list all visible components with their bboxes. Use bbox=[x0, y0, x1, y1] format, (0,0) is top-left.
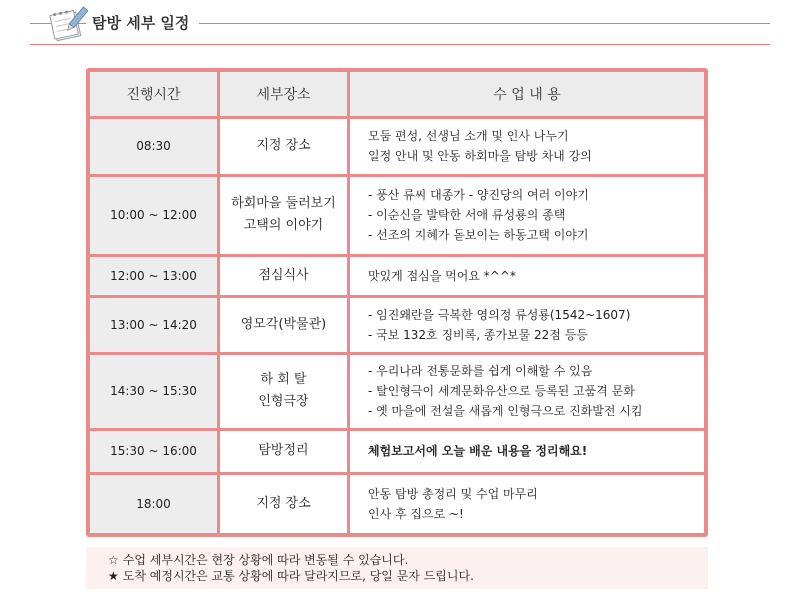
table-row bbox=[90, 297, 705, 354]
place-line: 지정 장소 bbox=[256, 496, 311, 512]
content-cell bbox=[349, 474, 705, 534]
place-line: 탐방정리 bbox=[258, 443, 309, 459]
column-header-place: 세부장소 bbox=[219, 72, 349, 118]
time-cell: 10:00 ~ 12:00 bbox=[90, 175, 219, 255]
content-cell bbox=[349, 429, 705, 474]
table-header-row bbox=[90, 72, 705, 118]
place-line: 하 회 탈 bbox=[260, 372, 307, 388]
place-cell bbox=[219, 474, 349, 534]
time-cell: 15:30 ~ 16:00 bbox=[90, 429, 219, 474]
content-line: 맛있게 점심을 먹어요 *^^* bbox=[368, 268, 516, 283]
content-line: - 우리나라 전통문화를 쉽게 이해할 수 있음 bbox=[368, 364, 593, 379]
content-cell bbox=[349, 353, 705, 429]
note-text: 도착 예정시간은 교통 상황에 따라 달라지므로, 당일 문자 드립니다. bbox=[122, 569, 474, 583]
place-cell bbox=[219, 429, 349, 474]
table-row bbox=[90, 118, 705, 176]
content-line: 인사 후 집으로 ~! bbox=[368, 507, 464, 522]
place-cell bbox=[219, 255, 349, 296]
time-cell: 08:30 bbox=[90, 118, 219, 176]
schedule-table bbox=[86, 68, 708, 537]
content-line: - 선조의 지혜가 돋보이는 하동고택 이야기 bbox=[368, 228, 589, 243]
content-cell bbox=[349, 118, 705, 176]
place-line: 지정 장소 bbox=[256, 138, 311, 154]
place-cell bbox=[219, 297, 349, 354]
table-row bbox=[90, 175, 705, 255]
table-row bbox=[90, 255, 705, 296]
notes-box bbox=[86, 547, 708, 589]
content-cell bbox=[349, 255, 705, 296]
content-line: - 임진왜란을 극복한 영의정 류성룡(1542~1607) bbox=[368, 307, 631, 322]
time-cell: 18:00 bbox=[90, 474, 219, 534]
place-cell bbox=[219, 353, 349, 429]
time-cell: 13:00 ~ 14:20 bbox=[90, 297, 219, 354]
star-outline-icon: ☆ bbox=[108, 553, 119, 567]
place-cell bbox=[219, 175, 349, 255]
place-line: 고택의 이야기 bbox=[243, 218, 324, 234]
content-line: 안동 탐방 총정리 및 수업 마무리 bbox=[368, 487, 538, 502]
column-header-content: 수 업 내 용 bbox=[349, 72, 705, 118]
table-row bbox=[90, 429, 705, 474]
notepad-pencil-icon bbox=[48, 6, 88, 42]
column-header-time: 진행시간 bbox=[90, 72, 219, 118]
content-line: 모둠 편성, 선생님 소개 및 인사 나누기 bbox=[368, 129, 569, 144]
content-line: - 풍산 류씨 대종가 - 양진당의 여러 이야기 bbox=[368, 188, 589, 203]
section-header bbox=[0, 0, 805, 50]
place-line: 영모각(박물관) bbox=[240, 316, 327, 332]
content-line: - 탈인형극이 세계문화유산으로 등록된 고품격 문화 bbox=[368, 384, 635, 399]
page-title: 탐방 세부 일정 bbox=[86, 13, 199, 33]
content-line: - 이순신을 발탁한 서애 류성룡의 종택 bbox=[368, 208, 566, 223]
note-line bbox=[108, 552, 708, 568]
content-cell bbox=[349, 175, 705, 255]
place-line: 점심식사 bbox=[258, 267, 309, 283]
place-cell bbox=[219, 118, 349, 176]
table-row bbox=[90, 474, 705, 534]
table-row bbox=[90, 353, 705, 429]
star-filled-icon: ★ bbox=[108, 569, 119, 583]
content-line: - 옛 마을에 전설을 새롭게 인형극으로 진화발전 시킴 bbox=[368, 404, 643, 419]
time-cell: 12:00 ~ 13:00 bbox=[90, 255, 219, 296]
place-line: 인형극장 bbox=[258, 394, 309, 410]
content-line: 체험보고서에 오늘 배운 내용을 정리해요! bbox=[368, 444, 588, 459]
note-line bbox=[108, 568, 708, 584]
time-cell: 14:30 ~ 15:30 bbox=[90, 353, 219, 429]
place-line: 하회마을 둘러보기 bbox=[231, 196, 336, 212]
content-line: 일정 안내 및 안동 하회마을 탐방 차내 강의 bbox=[368, 149, 592, 164]
header-bottom-rule bbox=[30, 44, 770, 45]
content-line: - 국보 132호 징비록, 종가보물 22점 등등 bbox=[368, 327, 588, 342]
note-text: 수업 세부시간은 현장 상황에 따라 변동될 수 있습니다. bbox=[122, 553, 409, 567]
content-cell bbox=[349, 297, 705, 354]
